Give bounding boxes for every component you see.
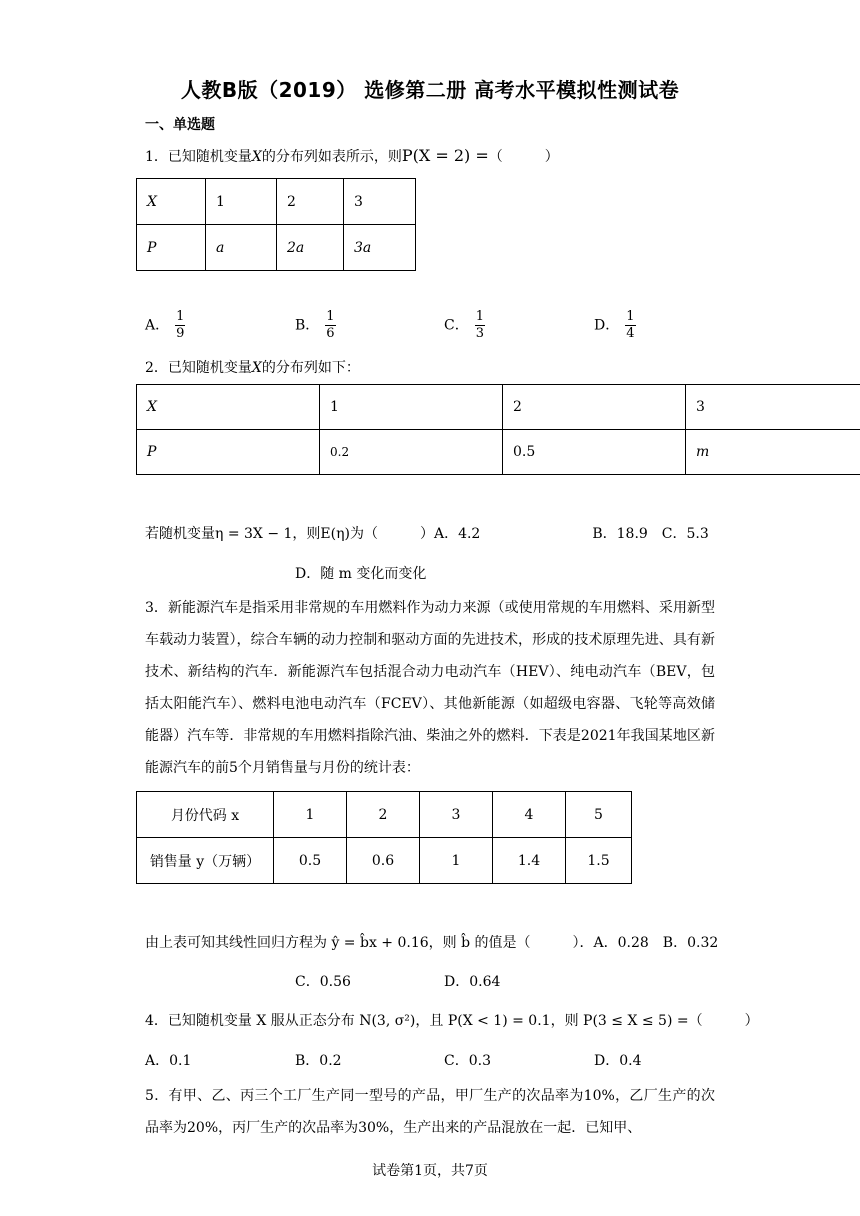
q4-option-a: A．0.1	[145, 1053, 192, 1069]
table-cell: X	[137, 179, 206, 225]
question-3-line: 由上表可知其线性回归方程为 ŷ = b̂x + 0.16，则 b̂ 的值是（ ）．A．0.28 B．0.32	[145, 935, 719, 951]
q1-option-d: D． $\frac{1}{4}$	[594, 309, 635, 341]
table-cell: P	[137, 225, 206, 271]
table-cell: 1.4	[493, 838, 566, 884]
question-2-line: 若随机变量η = 3X − 1，则E(η)为（ ）A．4.2 B．18.9 C．5.3	[145, 526, 709, 542]
page-title: 人教B版（2019） 选修第二册 高考水平模拟性测试卷	[180, 78, 680, 102]
table-cell: 1	[420, 838, 493, 884]
q4-option-d: D．0.4	[594, 1053, 642, 1069]
question-4-stem: 4．已知随机变量 X 服从正态分布 N(3, σ²)，且 P(X < 1) = 0.1，则 P(3 ≤ X ≤ 5) =（ ）	[145, 1013, 759, 1029]
table-cell: 2	[503, 385, 686, 430]
table-cell: 3	[344, 179, 416, 225]
question-3-table	[136, 791, 632, 884]
q4-option-b: B．0.2	[295, 1053, 342, 1069]
table-cell: 3	[420, 792, 493, 838]
table-cell: 月份代码 x	[137, 792, 274, 838]
table-cell: 5	[566, 792, 632, 838]
page-footer: 试卷第1页，共7页	[372, 1163, 488, 1179]
table-cell: 4	[493, 792, 566, 838]
table-cell: P	[137, 430, 320, 475]
table-cell: 0.6	[347, 838, 420, 884]
q1-option-a: A． $\frac{1}{9}$	[145, 309, 185, 341]
q1-option-c: C． $\frac{1}{3}$	[444, 309, 484, 341]
q3-option-d: D．0.64	[444, 974, 501, 990]
table-cell: 1	[320, 385, 503, 430]
table-cell: a	[206, 225, 277, 271]
q3-option-c: C．0.56	[295, 974, 351, 990]
table-cell: m	[686, 430, 860, 475]
table-cell: 3a	[344, 225, 416, 271]
table-cell: 1	[274, 792, 347, 838]
question-3-paragraph: 3．新能源汽车是指采用非常规的车用燃料作为动力来源（或使用常规的车用燃料、采用新型车载动力装置），综合车辆的动力控制和驱动方面的先进技术，形成的技术原理先进、具有新技术、新结构的汽车．新能源汽车包括混合动力电动汽车（HEV）、纯电动汽车（BEV，包括太阳能汽车）、燃料电池电动汽车（FCEV）、其他新能源（如超级电容器、飞轮等高效储能器）汽车等．非常规的车用燃料指除汽油、柴油之外的燃料．下表是2021年我国某地区新能源汽车的前5个月销售量与月份的统计表：	[145, 600, 715, 776]
table-cell: 0.2	[320, 430, 503, 475]
table-cell: 2	[347, 792, 420, 838]
question-2-stem: 2．已知随机变量X的分布列如下：	[145, 360, 360, 376]
q2-option-d: D．随 m 变化而变化	[295, 566, 427, 582]
table-cell: 0.5	[503, 430, 686, 475]
q1-option-b: B． $\frac{1}{6}$	[295, 309, 335, 341]
table-cell: 1	[206, 179, 277, 225]
question-5-paragraph: 5．有甲、乙、丙三个工厂生产同一型号的产品，甲厂生产的次品率为10%，乙厂生产的次品率为20%，丙厂生产的次品率为30%，生产出来的产品混放在一起．已知甲、	[145, 1088, 715, 1136]
table-cell: 1.5	[566, 838, 632, 884]
table-cell: 2	[277, 179, 344, 225]
section-heading: 一、单选题	[145, 117, 215, 133]
table-cell: 销售量 y（万辆）	[137, 838, 274, 884]
q4-option-c: C．0.3	[444, 1053, 491, 1069]
table-cell: X	[137, 385, 320, 430]
question-1-stem: 1．已知随机变量X的分布列如表所示，则P(X = 2) =（ ）	[145, 146, 559, 165]
question-1-table	[136, 178, 416, 271]
table-cell: 3	[686, 385, 860, 430]
question-2-table	[136, 384, 860, 475]
table-cell: 0.5	[274, 838, 347, 884]
table-cell: 2a	[277, 225, 344, 271]
